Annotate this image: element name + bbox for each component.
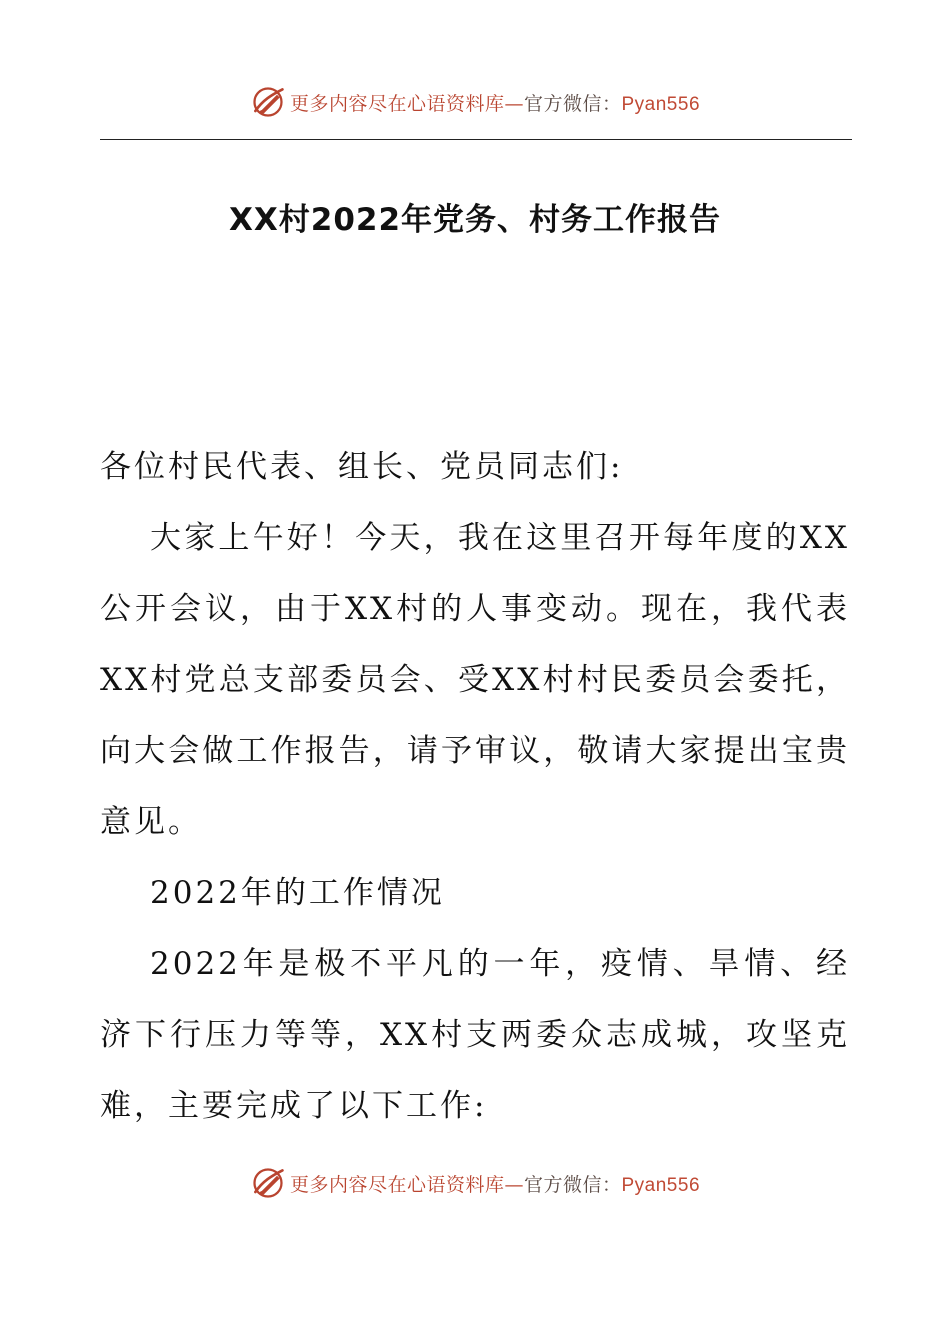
body-paragraph: 大家上午好！今天，我在这里召开每年度的XX公开会议，由于XX村的人事变动。现在，我代表XX村党总支部委员会、受XX村村民委员会委托，向大会做工作报告，请予审议，敬请大家提出宝贵意见。 bbox=[100, 520, 850, 840]
watermark-dash: — bbox=[504, 1173, 524, 1196]
watermark-site-text: 更多内容尽在心语资料库 bbox=[289, 1173, 505, 1196]
watermark-site-text: 更多内容尽在心语资料库 bbox=[289, 92, 505, 115]
watermark-wechat-id: Pyan556 bbox=[621, 1174, 701, 1196]
watermark-text bbox=[290, 89, 700, 116]
watermark-wechat-id: Pyan556 bbox=[621, 93, 701, 115]
body-paragraph: 2022年是极不平凡的一年，疫情、旱情、经济下行压力等等，XX村支两委众志成城，攻坚克难，主要完成了以下工作: bbox=[100, 946, 850, 1124]
pen-logo-icon bbox=[250, 84, 286, 120]
watermark-official-label: 官方微信： bbox=[523, 1173, 622, 1196]
watermark-official-label: 官方微信： bbox=[523, 92, 622, 115]
watermark-dash: — bbox=[504, 92, 524, 115]
header-divider bbox=[100, 139, 852, 140]
section-heading: 2022年的工作情况 bbox=[150, 875, 445, 911]
watermark-text bbox=[290, 1170, 700, 1197]
header-watermark bbox=[0, 82, 950, 122]
footer-watermark bbox=[0, 1163, 950, 1203]
pen-logo-icon bbox=[250, 1165, 286, 1201]
salutation: 各位村民代表、组长、党员同志们: bbox=[100, 449, 624, 485]
document-body bbox=[100, 432, 850, 1142]
document-title: XX村2022年党务、村务工作报告 bbox=[228, 202, 722, 238]
